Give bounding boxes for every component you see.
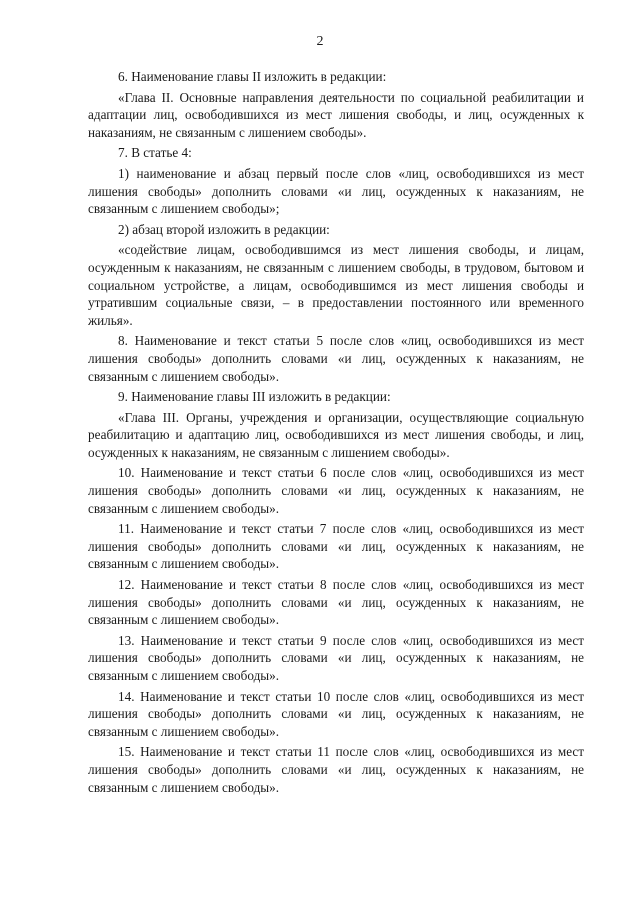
paragraph-chapter-2-title: «Глава II. Основные направления деятельности по социальной реабилитации и адаптации лиц, освободившихся из мест лишения свободы, и лиц, осужденных к наказаниям, не связанным с лишением свободы». bbox=[88, 89, 584, 140]
page-number: 2 bbox=[316, 34, 324, 49]
paragraph-item-7-sub-1: 1) наименование и абзац первый после слов «лиц, освободившихся из мест лишения свободы» дополнить словами «и лиц, осужденных к наказаниям, не связанным с лишением свободы»; bbox=[88, 165, 584, 217]
paragraph-item-15: 15. Наименование и текст статьи 11 после слов «лиц, освободившихся из мест лишения свободы» дополнить словами «и лиц, осужденных к наказаниям, не связанным с лишением свободы». bbox=[88, 744, 584, 795]
document-body bbox=[88, 68, 584, 799]
paragraph-item-12: 12. Наименование и текст статьи 8 после слов «лиц, освободившихся из мест лишения свободы» дополнить словами «и лиц, осужденных к наказаниям, не связанным с лишением свободы». bbox=[88, 577, 584, 628]
paragraph-item-9-heading: 9. Наименование главы III изложить в редакции: bbox=[118, 389, 391, 405]
paragraph-item-7-heading: 7. В статье 4: bbox=[118, 145, 192, 161]
paragraph-item-8: 8. Наименование и текст статьи 5 после слов «лиц, освободившихся из мест лишения свободы» дополнить словами «и лиц, осужденных к наказаниям, не связанным с лишением свободы». bbox=[88, 333, 584, 384]
paragraph-chapter-3-title: «Глава III. Органы, учреждения и организации, осуществляющие социальную реабилитацию и адаптацию лиц, освободившихся из мест лишения свободы, и лиц, осужденных к наказаниям, не связанным с лишением свободы». bbox=[88, 409, 584, 460]
paragraph-item-11: 11. Наименование и текст статьи 7 после слов «лиц, освободившихся из мест лишения свободы» дополнить словами «и лиц, осужденных к наказаниям, не связанным с лишением свободы». bbox=[88, 521, 584, 572]
paragraph-item-7-sub-2: 2) абзац второй изложить в редакции: bbox=[118, 221, 330, 237]
paragraph-item-14: 14. Наименование и текст статьи 10 после слов «лиц, освободившихся из мест лишения свободы» дополнить словами «и лиц, осужденных к наказаниям, не связанным с лишением свободы». bbox=[88, 688, 584, 739]
paragraph-item-7-quote: «содействие лицам, освободившимся из мест лишения свободы, и лицам, осужденным к наказаниям, не связанным с лишением свободы, в трудовом, бытовом и социальном устройстве, а лицам, освободившимся из мест лишения свободы и утратившим социальные связи, – в предоставлении постоянного или временного жилья». bbox=[88, 242, 584, 328]
paragraph-item-13: 13. Наименование и текст статьи 9 после слов «лиц, освободившихся из мест лишения свободы» дополнить словами «и лиц, осужденных к наказаниям, не связанным с лишением свободы». bbox=[88, 632, 584, 683]
paragraph-item-6-heading: 6. Наименование главы II изложить в редакции: bbox=[118, 69, 387, 84]
paragraph-item-10: 10. Наименование и текст статьи 6 после слов «лиц, освободившихся из мест лишения свободы» дополнить словами «и лиц, осужденных к наказаниям, не связанным с лишением свободы». bbox=[88, 465, 584, 516]
